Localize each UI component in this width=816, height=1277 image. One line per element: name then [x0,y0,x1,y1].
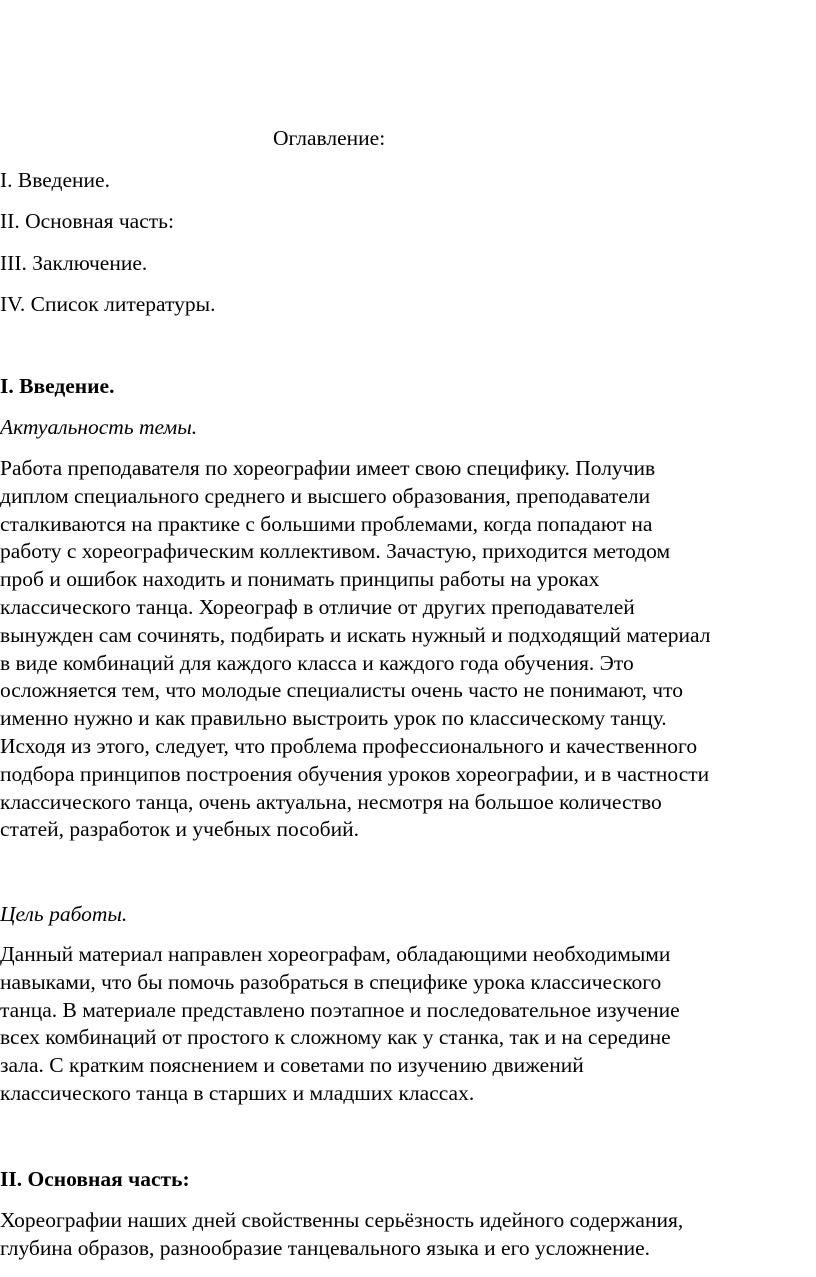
toc-item-main-part: II. Основная часть: [0,209,174,233]
section-heading-main-part: II. Основная часть: [0,1167,190,1191]
subheading-relevance: Актуальность темы. [0,415,198,439]
paragraph-line: зала. С кратким пояснением и советами по изучению движений [0,1053,584,1078]
paragraph-goal [0,941,680,1108]
paragraph-line: осложняется тем, что молодые специалисты очень часто не понимают, что [0,678,683,703]
paragraph-main-part [0,1207,683,1263]
paragraph-line: именно нужно и как правильно выстроить урок по классическому танцу. [0,706,667,731]
paragraph-line: классического танца в старших и младших классах. [0,1080,475,1105]
toc-item-conclusion: III. Заключение. [0,251,148,275]
paragraph-line: статей, разработок и учебных пособий. [0,817,359,842]
paragraph-line: танца. В материале представлено поэтапное и последовательное изучение [0,997,680,1022]
paragraph-line: проб и ошибок находить и понимать принципы работы на уроках [0,567,600,592]
toc-item-introduction: I. Введение. [0,168,110,192]
paragraph-line: подбора принципов построения обучения уроков хореографии, и в частности [0,761,710,786]
paragraph-line: вынужден сам сочинять, подбирать и искать нужный и подходящий материал [0,622,711,647]
paragraph-line: диплом специального среднего и высшего образования, преподаватели [0,483,651,508]
paragraph-line: классического танца, очень актуальна, несмотря на большое количество [0,789,662,814]
paragraph-line: всех комбинаций от простого к сложному как у станка, так и на середине [0,1025,671,1050]
paragraph-line: классического танца. Хореограф в отличие от других преподавателей [0,594,635,619]
paragraph-line: в виде комбинаций для каждого класса и каждого года обучения. Это [0,650,634,675]
paragraph-line: Хореографии наших дней свойственны серьёзность идейного содержания, [0,1208,684,1232]
paragraph-line: Исходя из этого, следует, что проблема профессионального и качественного [0,733,698,758]
paragraph-line: Работа преподавателя по хореографии имеет свою специфику. Получив [0,456,656,480]
paragraph-relevance [0,455,711,844]
toc-title: Оглавление: [273,126,386,150]
section-heading-introduction: I. Введение. [0,374,115,398]
toc-item-references: IV. Список литературы. [0,292,216,316]
paragraph-line: навыками, что бы помочь разобраться в специфике урока классического [0,969,662,994]
subheading-goal: Цель работы. [0,902,128,926]
paragraph-line: глубина образов, разнообразие танцевального языка и его усложнение. [0,1235,651,1260]
paragraph-line: Данный материал направлен хореографам, обладающими необходимыми [0,942,671,966]
paragraph-line: сталкиваются на практике с большими проблемами, когда попадают на [0,511,653,536]
paragraph-line: работу с хореографическим коллективом. Зачастую, приходится методом [0,539,671,564]
